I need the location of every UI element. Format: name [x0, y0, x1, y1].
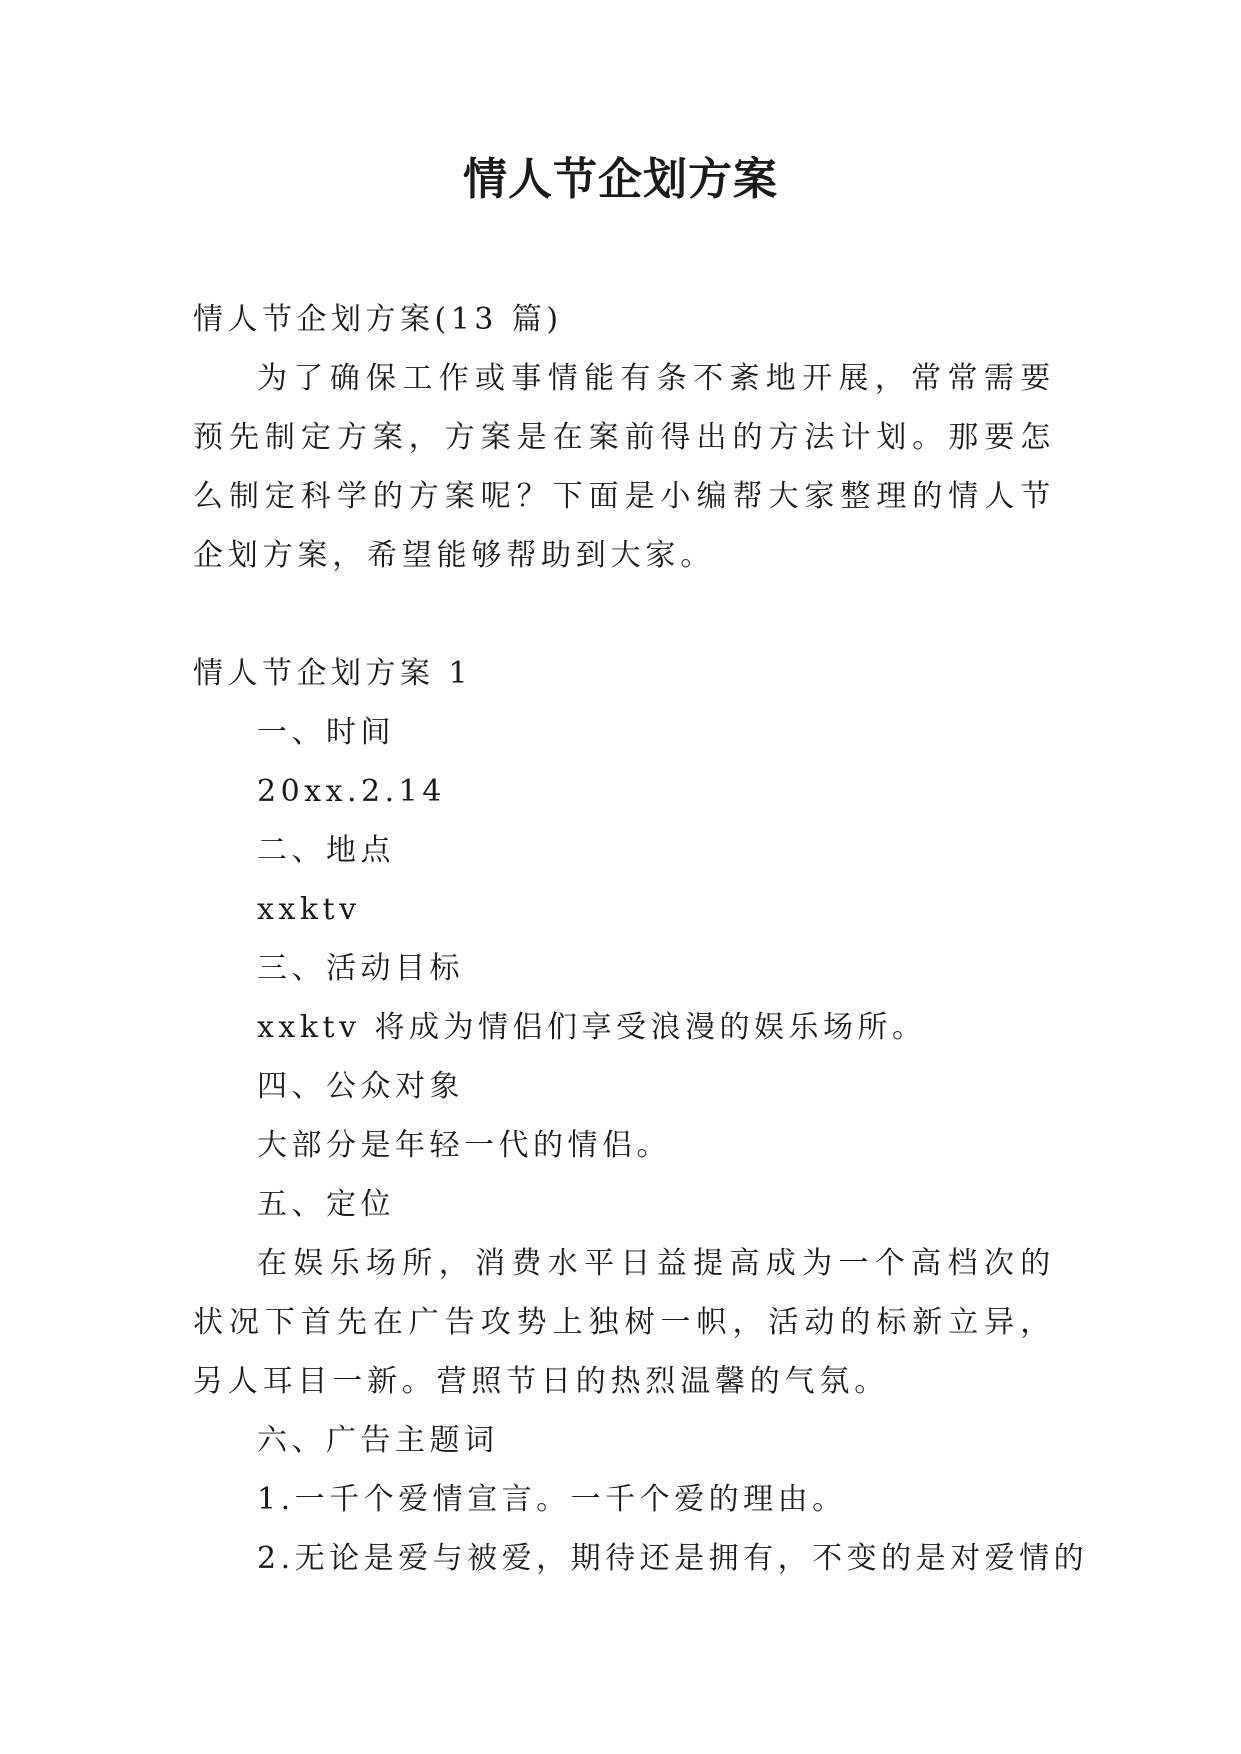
positioning-paragraph: 在娱乐场所，消费水平日益提高成为一个高档次的状况下首先在广告攻势上独树一帜，活动的标新立异，另人耳目一新。营照节日的热烈温馨的气氛。: [193, 1246, 1055, 1399]
item-goal-heading: 三、活动目标: [257, 951, 464, 986]
item-audience-heading: 四、公众对象: [257, 1069, 464, 1104]
item-positioning-heading: 五、定位: [257, 1187, 395, 1222]
slogan-item: 1.一千个爱情宣言。一千个爱的理由。: [257, 1482, 847, 1517]
item-audience-value: 大部分是年轻一代的情侣。: [257, 1128, 671, 1163]
document-body: [193, 290, 1089, 1588]
intro-heading: 情人节企划方案(13 篇): [193, 302, 563, 337]
document-title: 情人节企划方案: [463, 154, 778, 205]
item-location-value: xxktv: [257, 892, 361, 927]
section-heading: 情人节企划方案 1: [193, 656, 473, 691]
spacer: [193, 585, 1055, 644]
item-time-value: 20xx.2.14: [257, 774, 446, 809]
intro-paragraph: 为了确保工作或事情能有条不紊地开展，常常需要预先制定方案，方案是在案前得出的方法计划。那要怎么制定科学的方案呢？下面是小编帮大家整理的情人节企划方案，希望能够帮助到大家。: [193, 361, 1055, 573]
slogan-heading: 六、广告主题词: [257, 1423, 499, 1458]
item-goal-value: xxktv 将成为情侣们享受浪漫的娱乐场所。: [257, 1010, 927, 1045]
item-location-heading: 二、地点: [257, 833, 395, 868]
item-time-heading: 一、时间: [257, 715, 395, 750]
slogan-item: 2.无论是爱与被爱，期待还是拥有，不变的是对爱情的: [257, 1541, 1089, 1576]
